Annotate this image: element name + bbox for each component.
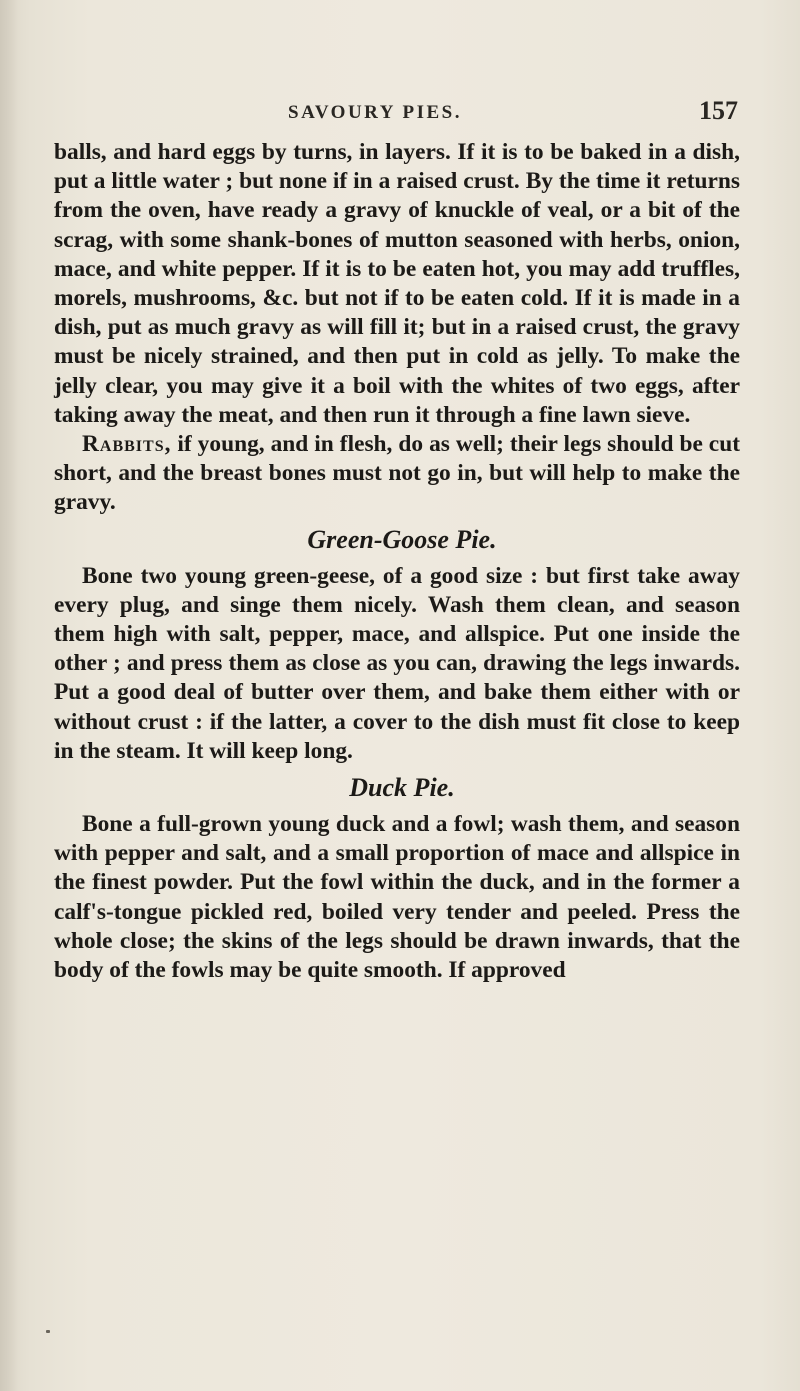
paragraph-continuation: balls, and hard eggs by turns, in layers. If it is to be baked in a dish, put a little water ; but none if in a raised crust. By the time it returns from the oven, have ready a gravy of knuckle of veal, or a bit of the scrag, with some shank-bones of mutton seasoned with herbs, onion, mace, and white pepper. If it is to be eaten hot, you may add truffles, morels, mushrooms, &c. but not if to be eaten cold. If it is made in a dish, put as much gravy as will fill it; but in a raised crust, the gravy must be nicely strained, and then put in cold as jelly. To make the jelly clear, you may give it a boil with the whites of two eggs, after taking away the meat, and then run it through a fine lawn sieve. [54,139,740,428]
paragraph-duck-pie: Bone a full-grown young duck and a fowl; wash them, and season with pepper and salt, and a small proportion of mace and allspice in the finest powder. Put the fowl within the duck, and in the former a calf's-tongue pickled red, boiled very tender and peeled. Press the whole close; the skins of the legs should be drawn inwards, that the body of the fowls may be quite smooth. If approved [54,811,740,984]
running-head: SAVOURY PIES. [288,102,462,123]
heading-duck-pie: Duck Pie. [349,773,455,803]
paper-speck [46,1330,50,1333]
gutter-shadow [0,0,18,1391]
page-header [60,92,740,126]
paragraph-rabbits [54,430,740,518]
page-body [54,138,740,985]
rabbits-lead-word: Rabbits, [82,431,172,458]
rabbits-text: if young, and in flesh, do as well; their legs should be cut short, and the breast bones must not go in, but will help to make the gravy. [54,431,740,516]
heading-green-goose-pie: Green-Goose Pie. [307,524,497,554]
page-number: 157 [699,96,738,125]
paragraph-green-goose-pie: Bone two young green-geese, of a good size : but first take away every plug, and singe them nicely. Wash them clean, and season them high with salt, pepper, mace, and allspice. Put one inside the other ; and press them as close as you can, drawing the legs inwards. Put a good deal of butter over them, and bake them either with or without crust : if the latter, a cover to the dish must fit close to keep in the steam. It will keep long. [54,562,740,764]
